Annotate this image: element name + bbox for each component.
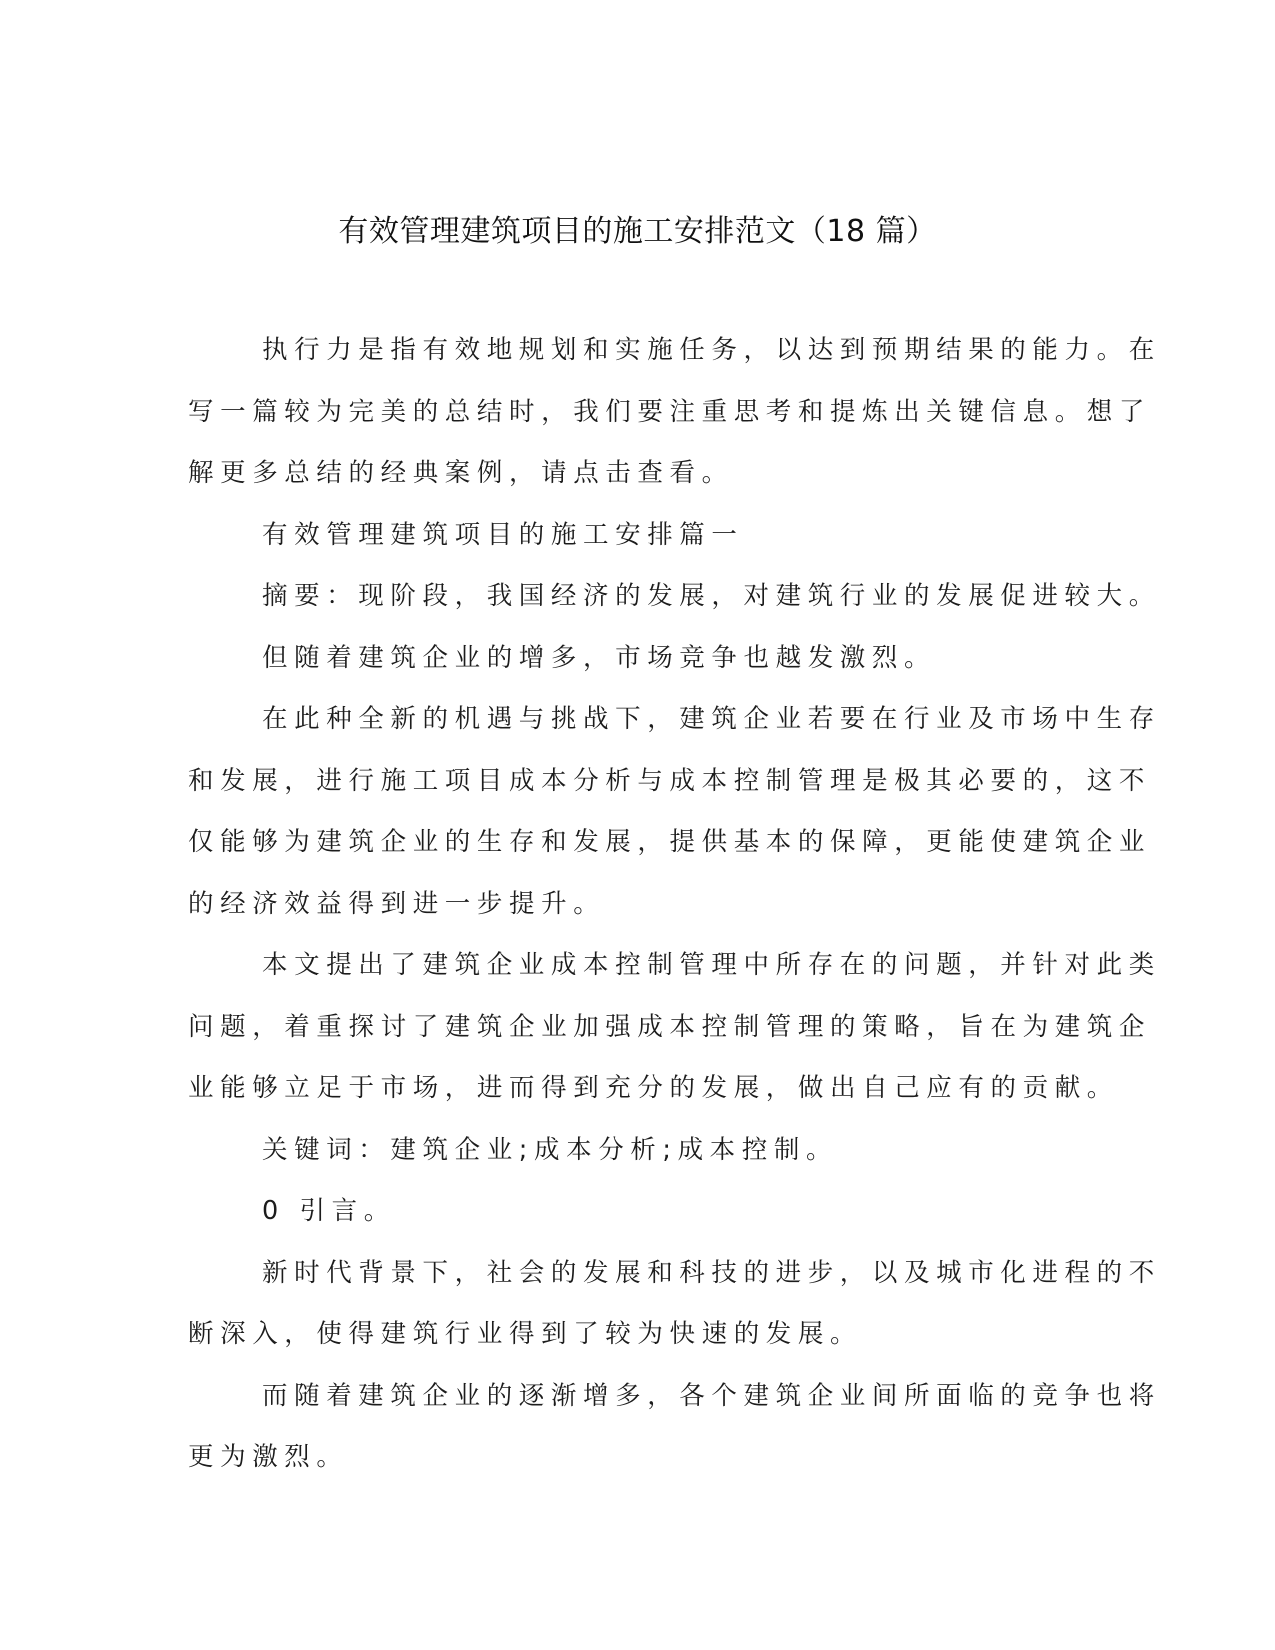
keywords-line: 关键词：建筑企业;成本分析;成本控制。	[262, 1134, 839, 1165]
document-title: 有效管理建筑项目的施工安排范文（18 篇）	[338, 214, 937, 249]
paragraph-line: 更为激烈。	[188, 1442, 349, 1472]
section-heading: 0 引言。	[262, 1196, 396, 1226]
paragraph-line: 而随着建筑企业的逐渐增多，各个建筑企业间所面临的竞争也将	[262, 1380, 1161, 1411]
document-body	[188, 330, 1161, 1499]
paragraph-line: 业能够立足于市场，进而得到充分的发展，做出自己应有的贡献。	[188, 1073, 1119, 1103]
paragraph-line: 但随着建筑企业的增多，市场竞争也越发激烈。	[262, 642, 937, 673]
paragraph-line: 本文提出了建筑企业成本控制管理中所存在的问题，并针对此类	[262, 950, 1161, 980]
paragraph-line: 摘要：现阶段，我国经济的发展，对建筑行业的发展促进较大。	[262, 581, 1161, 611]
paragraph-line: 新时代背景下，社会的发展和科技的进步，以及城市化进程的不	[262, 1257, 1161, 1288]
paragraph-line: 的经济效益得到进一步提升。	[188, 888, 606, 919]
paragraph-line: 执行力是指有效地规划和实施任务，以达到预期结果的能力。在	[262, 335, 1161, 365]
paragraph-line: 问题，着重探讨了建筑企业加强成本控制管理的策略，旨在为建筑企	[188, 1011, 1152, 1042]
paragraph-line: 仅能够为建筑企业的生存和发展，提供基本的保障，更能使建筑企业	[188, 827, 1152, 857]
paragraph-line: 和发展，进行施工项目成本分析与成本控制管理是极其必要的，这不	[188, 765, 1152, 796]
section-heading: 有效管理建筑项目的施工安排篇一	[262, 519, 744, 550]
paragraph-line: 断深入，使得建筑行业得到了较为快速的发展。	[188, 1319, 863, 1349]
paragraph-line: 解更多总结的经典案例，请点击查看。	[188, 458, 734, 488]
paragraph-line: 写一篇较为完美的总结时，我们要注重思考和提炼出关键信息。想了	[188, 396, 1152, 427]
paragraph-line: 在此种全新的机遇与挑战下，建筑企业若要在行业及市场中生存	[262, 704, 1161, 734]
